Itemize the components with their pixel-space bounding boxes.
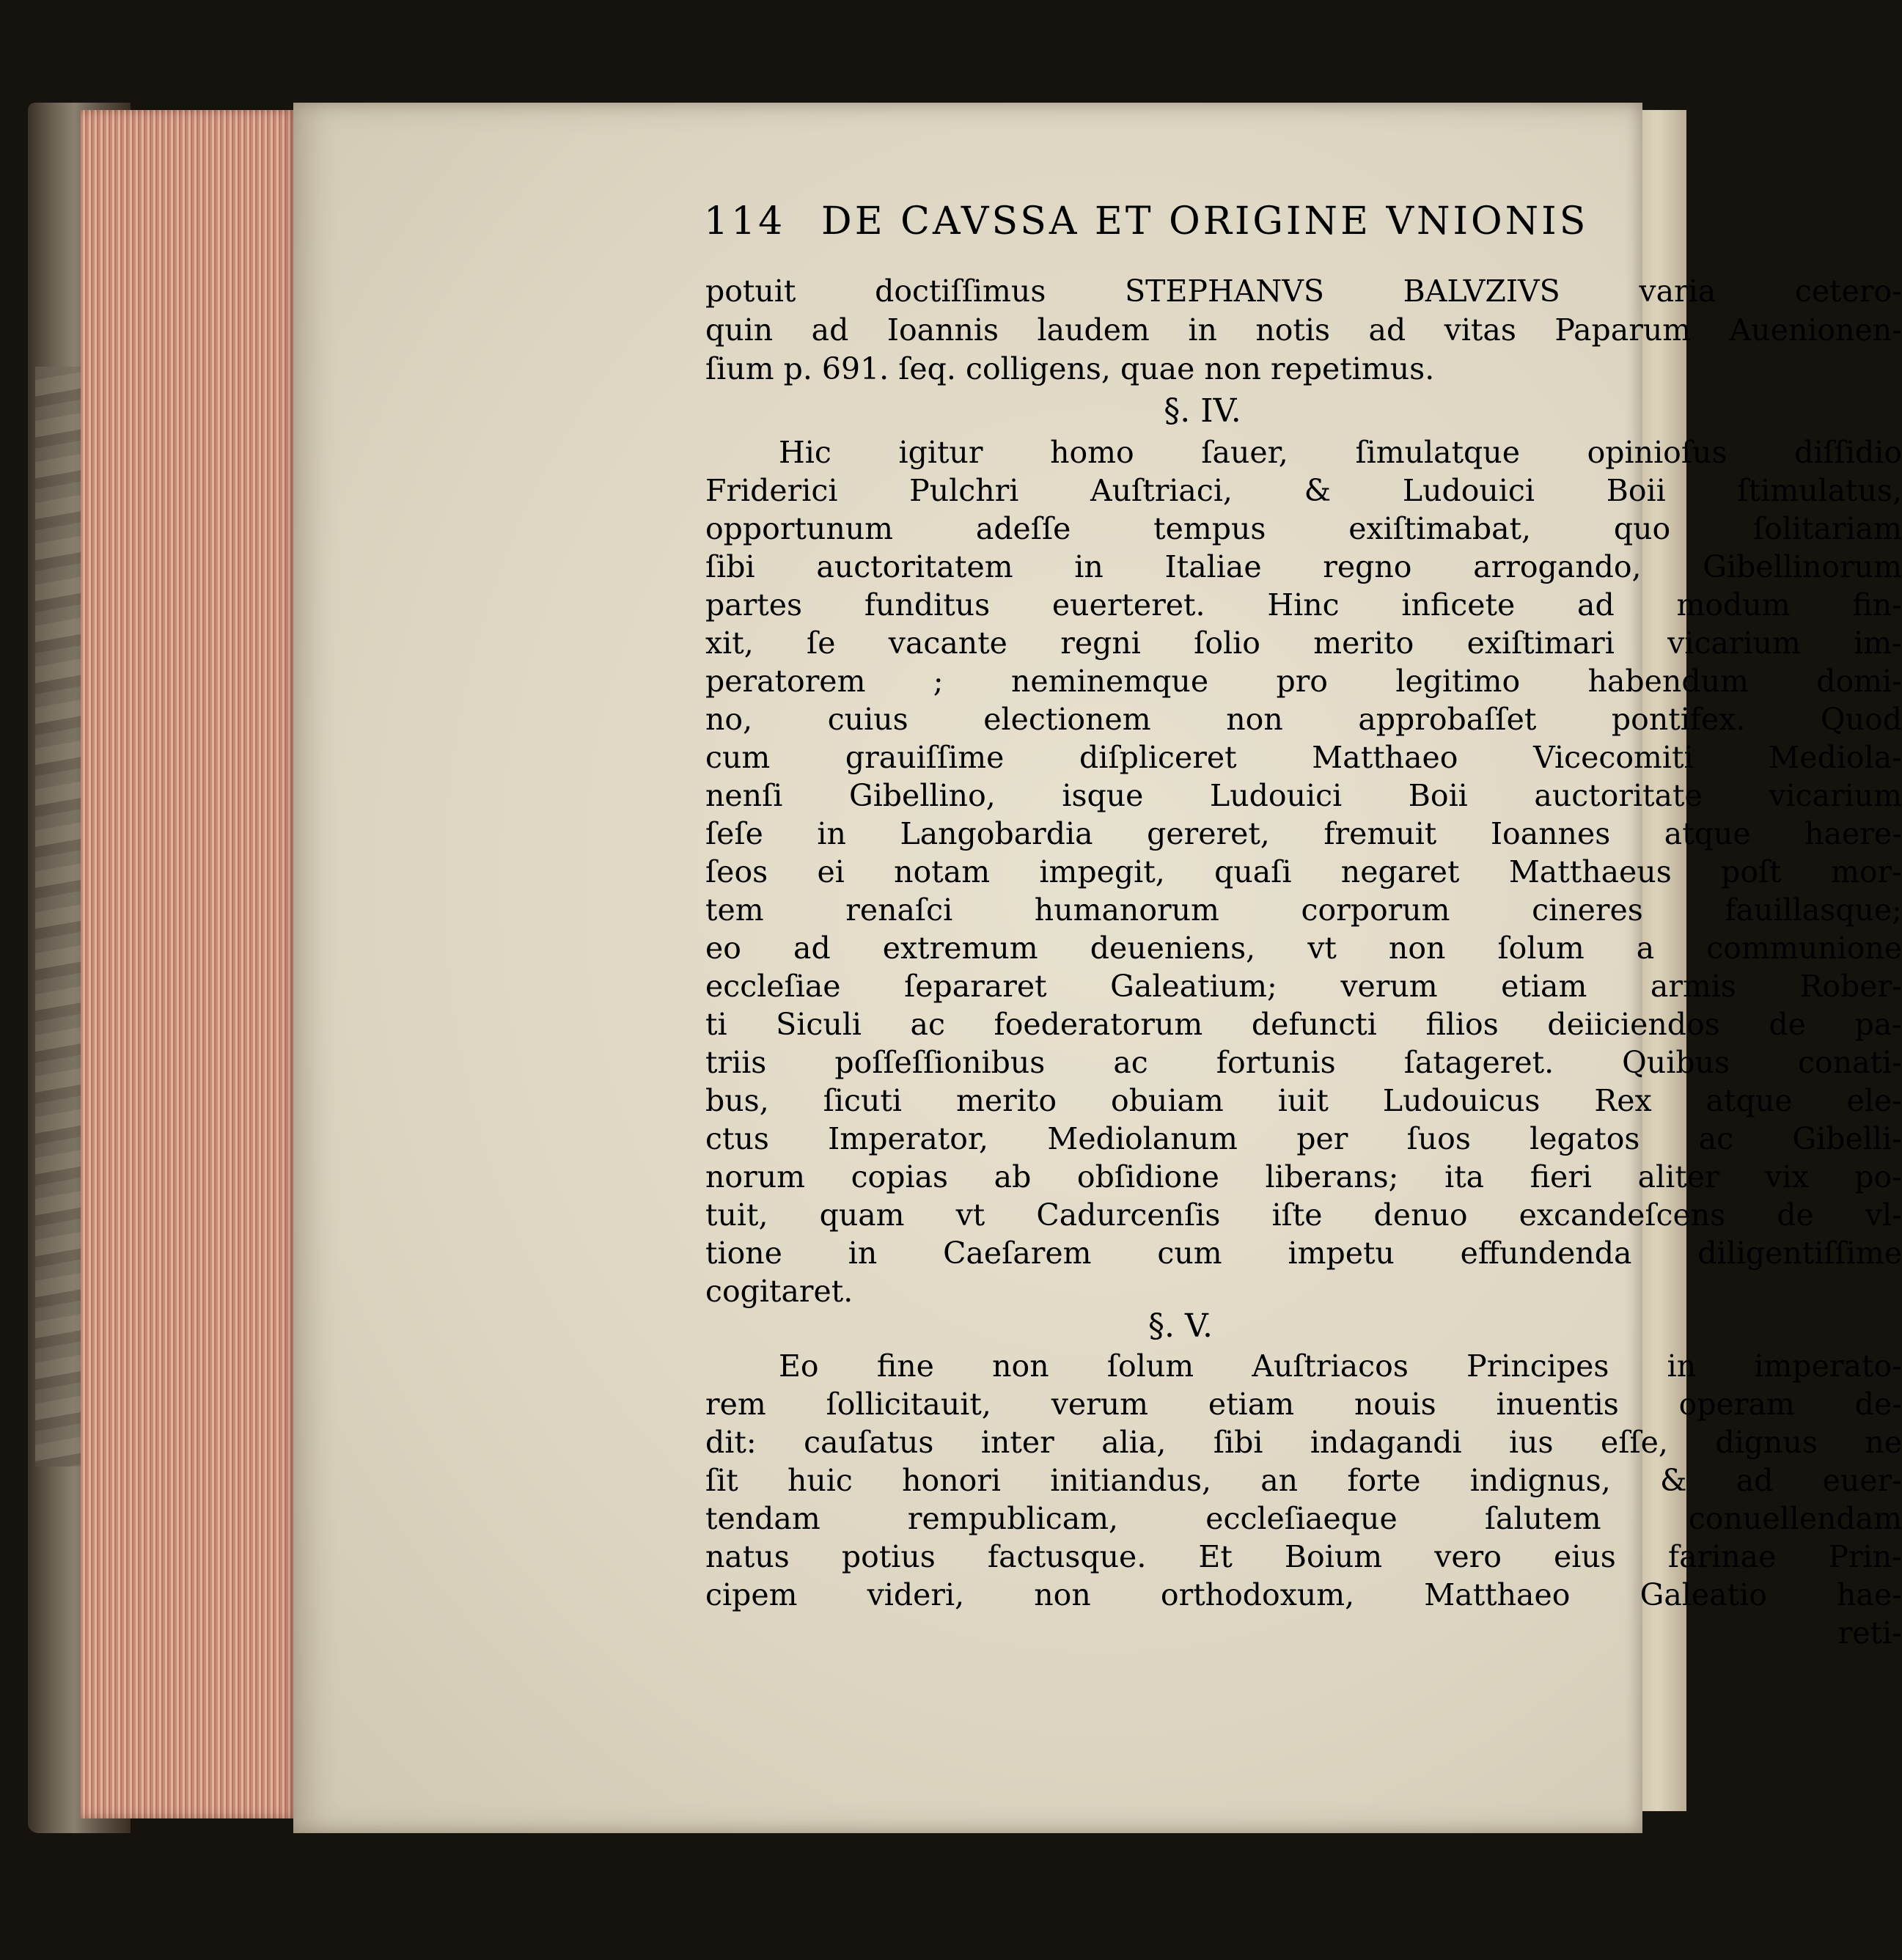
text-line: bus, ſicuti merito obuiam iuit Ludouicus Rex atque ele- [705,1083,1902,1118]
text-line: eo ad extremum deueniens, vt non ſolum a communione [705,931,1902,966]
text-line: triis poſſeſſionibus ac fortunis ſatageret. Quibus conati- [705,1045,1902,1080]
text-line: nenſi Gibellino, isque Ludouici Boii auctoritate vicarium [705,778,1902,813]
text-line: cipem videri, non orthodoxum, Matthaeo Galeatio hae- [705,1577,1902,1612]
text-line: Friderici Pulchri Auſtriaci, & Ludouici Boii ſtimulatus, [705,473,1902,508]
page-number: 114 [704,199,786,243]
text-line: ti Siculi ac foederatorum defuncti filios deiiciendos de pa- [705,1007,1902,1042]
text-line: tione in Caeſarem cum impetu effundenda diligentiſſime [705,1236,1902,1271]
catchword: reti- [1837,1615,1902,1651]
text-line: peratorem ; neminemque pro legitimo habendum domi- [705,664,1902,699]
text-line: cogitaret. [705,1274,853,1309]
text-line: ſeſe in Langobardia gereret, fremuit Ioannes atque haere- [705,816,1902,851]
text-line: norum copias ab obſidione liberans; ita fieri aliter vix po- [705,1159,1902,1194]
text-line: Hic igitur homo ſauer, ſimulatque opinioſus diſſidio [779,435,1902,470]
text-line: tem renaſci humanorum corporum cineres fauillasque; [705,892,1902,928]
text-line: eccleſiae ſepararet Galeatium; verum etiam armis Rober- [705,969,1902,1004]
text-line: ctus Imperator, Mediolanum per ſuos legatos ac Gibelli- [705,1121,1902,1156]
text-line: tuit, quam vt Cadurcenſis iſte denuo excandeſcens de vl- [705,1197,1902,1233]
text-line: dit: cauſatus inter alia, ſibi indagandi ius eſſe, dignus ne [705,1425,1902,1460]
text-line: natus potius factusque. Et Boium vero eius farinae Prin- [705,1539,1902,1574]
running-head [704,199,1877,258]
text-line: ſium p. 691. ſeq. colligens, quae non repetimus. [705,351,1435,386]
text-line: ſeos ei notam impegit, quaſi negaret Matthaeus poſt mor- [705,854,1902,889]
text-line: partes funditus euerteret. Hinc inficete ad modum fin- [705,587,1902,623]
running-title: DE CAVSSA ET ORIGINE VNIONIS [821,199,1589,243]
text-line: cum grauiſſime diſpliceret Matthaeo Vicecomiti Mediola- [705,740,1902,775]
section-heading: §. IV. [1164,392,1241,430]
text-line: xit, ſe vacante regni ſolio merito exiſtimari vicarium im- [705,625,1902,661]
text-line: potuit doctiſſimus STEPHANVS BALVZIVS varia cetero- [705,274,1902,309]
text-line: tendam rempublicam, eccleſiaeque ſalutem conuellendam [705,1501,1902,1536]
text-line: ſibi auctoritatem in Italiae regno arrogando, Gibellinorum [705,549,1902,584]
section-heading: §. V. [1148,1307,1213,1345]
text-line: opportunum adeſſe tempus exiſtimabat, quo ſolitariam [705,511,1902,546]
text-line: Eo fine non ſolum Auſtriacos Principes in imperato- [779,1348,1902,1384]
page-edges [81,110,297,1818]
text-line: ſit huic honori initiandus, an forte indignus, & ad euer- [705,1463,1902,1498]
text-line: quin ad Ioannis laudem in notis ad vitas Paparum Auenionen- [705,312,1902,348]
text-line: no, cuius electionem non approbaſſet pontifex. Quod [705,702,1902,737]
text-line: rem ſollicitauit, verum etiam nouis inuentis operam de- [705,1387,1902,1422]
